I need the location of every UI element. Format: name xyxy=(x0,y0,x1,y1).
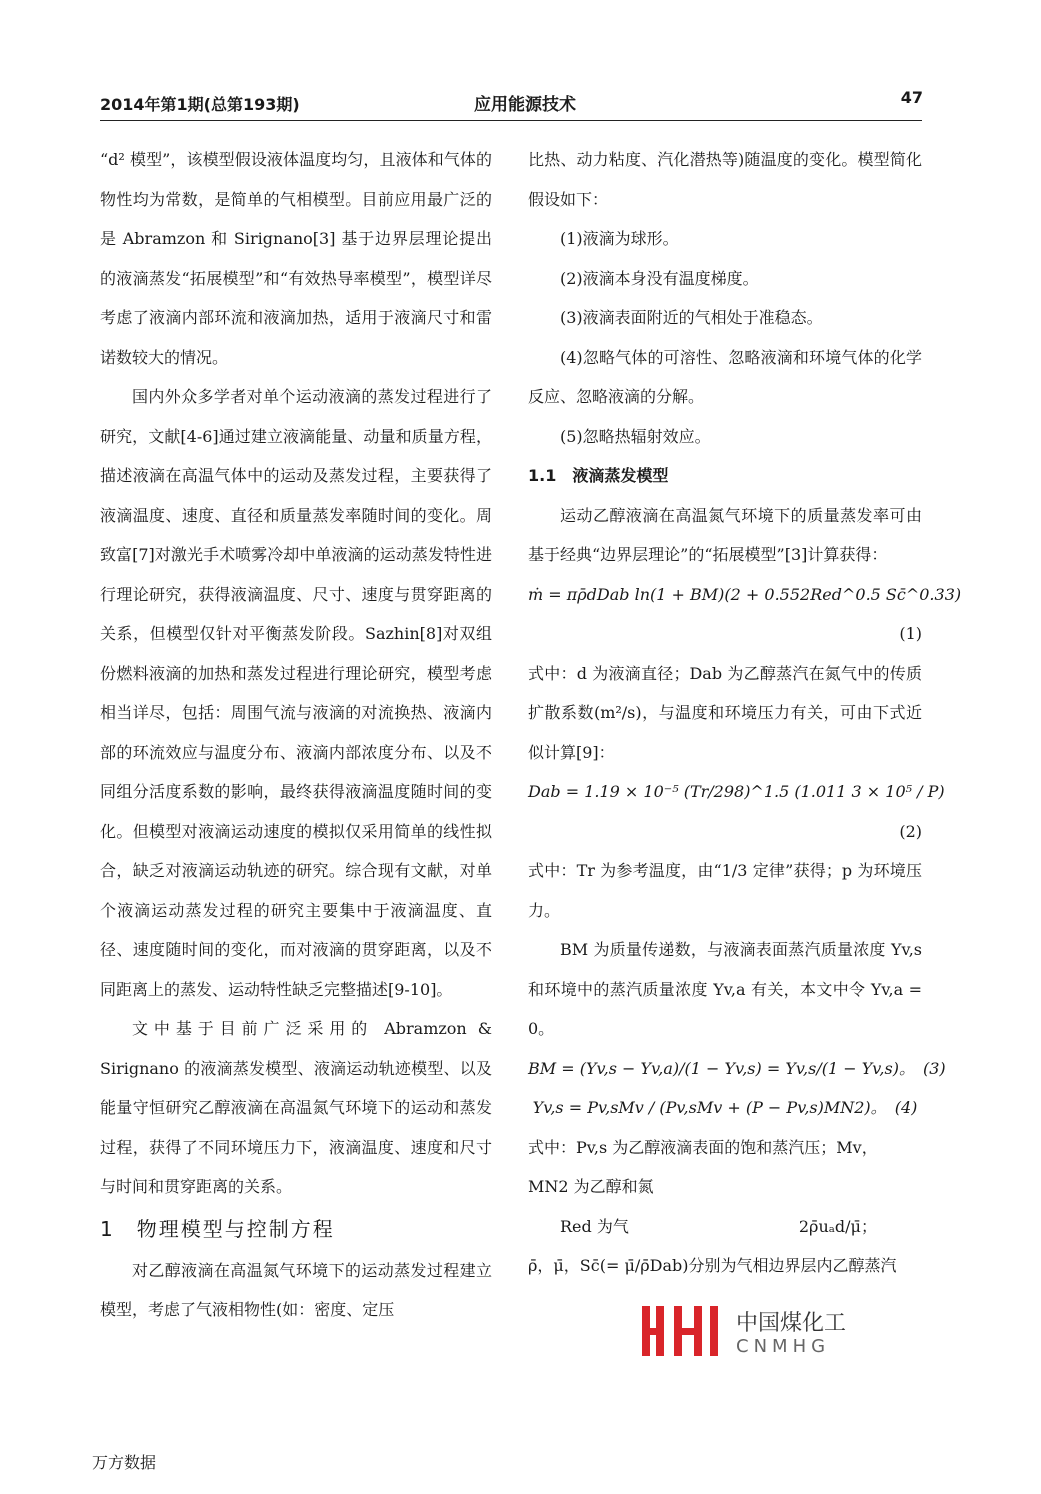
paragraph: 对乙醇液滴在高温氮气环境下的运动蒸发过程建立模型，考虑了气液相物性(如：密度、定压 xyxy=(100,1260,492,1319)
text-fragment: 2ρ̄uₐd/μ̄； xyxy=(798,1216,877,1236)
equation-1: ṁ = πρ̄dDab ln(1 + BM)(2 + 0.552Red^0.5 Sc̄^0.33) xyxy=(528,584,962,604)
assumption-item: (1)液滴为球形。 xyxy=(560,229,679,248)
paragraph xyxy=(528,1207,922,1247)
cnmhg-logo-icon xyxy=(640,1302,730,1362)
paragraph: “d² 模型”，该模型假设液体温度均匀，且液体和气体的物性均为常数，是简单的气相模型。目前应用最广泛的是 Abramzon 和 Sirignano[3] 基于边界层理论提出的液滴蒸发“拓展模型”和“有效热导率模型”，模型详尽考虑了液滴内部环流和液滴加热，适用于液滴尺寸和雷诺数较大的情况。 xyxy=(100,150,492,367)
watermark-en: CNMHG xyxy=(736,1336,831,1357)
left-column xyxy=(100,140,492,1330)
paragraph: MN2 为乙醇和氮 xyxy=(528,1177,654,1196)
paragraph: 式中：Pv,s 为乙醇液滴表面的饱和蒸汽压；Mv， xyxy=(528,1137,878,1157)
footer-source: 万方数据 xyxy=(92,1453,157,1472)
section-heading: 1 物理模型与控制方程 xyxy=(100,1216,335,1241)
equation-number: (3) xyxy=(922,1058,946,1078)
equation-number: (4) xyxy=(894,1098,918,1117)
equation-number: (1) xyxy=(899,624,922,643)
paragraph: 式中：Tr 为参考温度，由“1/3 定律”获得；p 为环境压力。 xyxy=(528,861,922,920)
journal-title: 应用能源技术 xyxy=(474,95,576,115)
equation-4 xyxy=(528,1088,922,1128)
right-column xyxy=(528,140,962,1286)
header-rule xyxy=(100,120,922,121)
assumption-item: (5)忽略热辐射效应。 xyxy=(560,426,711,446)
subsection-heading: 1.1 液滴蒸发模型 xyxy=(528,466,669,485)
journal-issue: 2014年第1期(总第193期) xyxy=(100,95,300,114)
assumption-item: (4)忽略气体的可溶性、忽略液滴和环境气体的化学反应、忽略液滴的分解。 xyxy=(528,347,922,406)
paragraph: 比热、动力粘度、汽化潜热等)随温度的变化。模型简化假设如下： xyxy=(528,150,922,209)
watermark-cn: 中国煤化工 xyxy=(736,1311,847,1336)
assumption-item: (3)液滴表面附近的气相处于准稳态。 xyxy=(560,308,823,327)
text-fragment: Red 为气 xyxy=(560,1216,629,1236)
paragraph: 式中：d 为液滴直径；Dab 为乙醇蒸汽在氮气中的传质扩散系数(m²/s)，与温度和环境压力有关，可由下式近似计算[9]： xyxy=(528,663,922,762)
equation-2: Dab = 1.19 × 10⁻⁵ (Tr/298)^1.5 (1.011 3 × 10⁵ / P) xyxy=(528,782,945,801)
equation-number: (2) xyxy=(899,821,922,841)
paragraph: BM 为质量传递数，与液滴表面蒸汽质量浓度 Yv,s 和环境中的蒸汽质量浓度 Yv,a 有关，本文中令 Yv,a = 0。 xyxy=(528,940,922,1038)
paragraph: ρ̄，μ̄，Sc̄(= μ̄/ρ̄Dab)分别为气相边界层内乙醇蒸汽 xyxy=(528,1256,897,1275)
equation-3 xyxy=(528,1049,946,1089)
watermark-logo xyxy=(640,1302,940,1362)
equation-body: Yv,s = Pv,sMv / (Pv,sMv + (P − Pv,s)MN2)。 xyxy=(532,1098,879,1117)
paragraph: 运动乙醇液滴在高温氮气环境下的质量蒸发率可由基于经典“边界层理论”的“拓展模型”[3]计算获得： xyxy=(528,505,922,564)
page-header xyxy=(100,88,923,114)
paragraph: 国内外众多学者对单个运动液滴的蒸发过程进行了研究，文献[4-6]通过建立液滴能量、动量和质量方程，描述液滴在高温气体中的运动及蒸发过程，主要获得了液滴温度、速度、直径和质量蒸发率随时间的变化。周致富[7]对激光手术喷雾冷却中单液滴的运动蒸发特性进行理论研究，获得液滴温度、尺寸、速度与贯穿距离的关系，但模型仅针对平衡蒸发阶段。Sazhin[8]对双组份燃料液滴的加热和蒸发过程进行理论研究，模型考虑相当详尽，包括：周围气流与液滴的对流换热、液滴内部的环流效应与温度分布、液滴内部浓度分布、以及不同组分活度系数的影响，最终获得液滴温度随时间的变化。但模型对液滴运动速度的模拟仅采用简单的线性拟合，缺乏对液滴运动轨迹的研究。综合现有文献，对单个液滴运动蒸发过程的研究主要集中于液滴温度、直径、速度随时间的变化，而对液滴的贯穿距离，以及不同距离上的蒸发、运动特性缺乏完整描述[9-10]。 xyxy=(100,387,492,999)
paragraph: 文中基于目前广泛采用的 Abramzon & Sirignano 的液滴蒸发模型、液滴运动轨迹模型、以及能量守恒研究乙醇液滴在高温氮气环境下的运动和蒸发过程，获得了不同环境压力下，液滴温度、速度和尺寸与时间和贯穿距离的关系。 xyxy=(100,1019,492,1196)
assumption-item: (2)液滴本身没有温度梯度。 xyxy=(560,268,759,288)
equation-body: BM = (Yv,s − Yv,a)/(1 − Yv,s) = Yv,s/(1 − Yv,s)。 xyxy=(528,1058,907,1078)
page-number: 47 xyxy=(900,88,923,107)
